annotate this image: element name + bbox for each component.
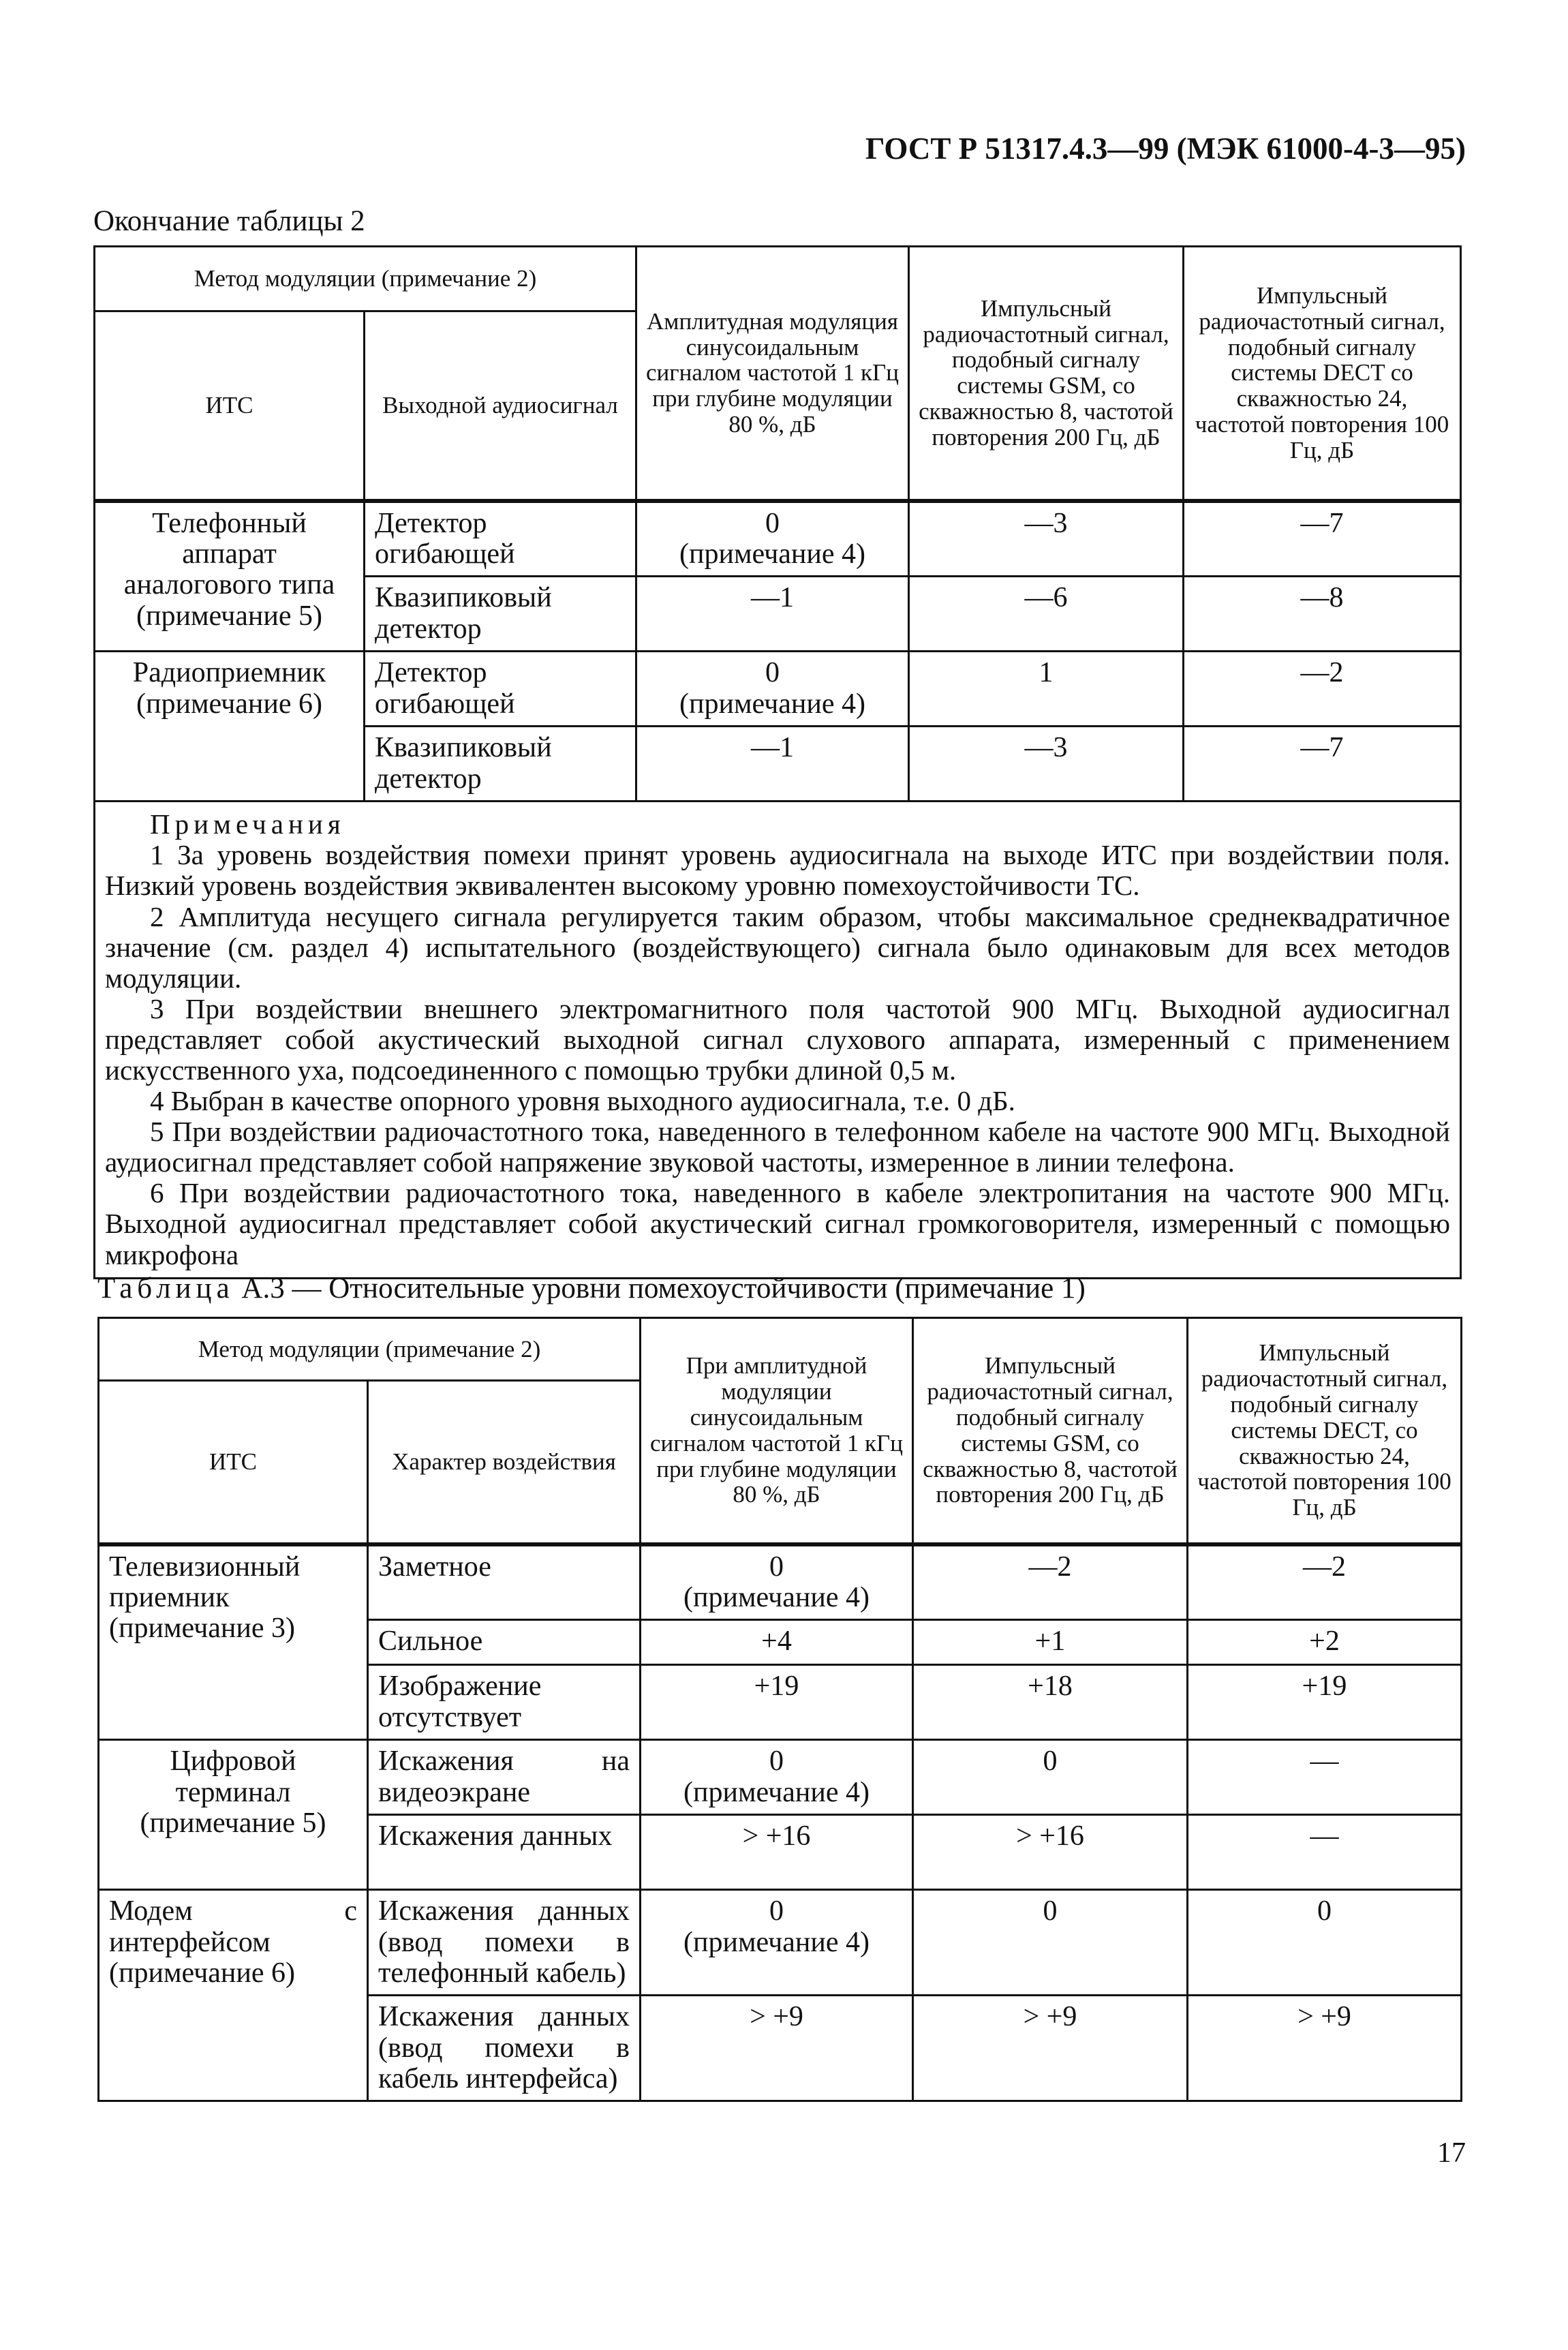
am-value-cell: 0 (примечание 4) [641, 1740, 913, 1815]
note-2: 2 Амплитуда несущего сигнала регулируется таким образом, чтобы максимальное среднеквадратичное значение (см. раздел 4) испытательного (воздействующего) сигнала было одинаковым для всех методов модуляции. [105, 900, 1450, 994]
dect-value-cell: —7 [1184, 501, 1461, 577]
output-column-header: Выходной аудиосигнал [365, 311, 636, 501]
dect-value-cell: —2 [1188, 1544, 1462, 1620]
dect-value-cell: — [1188, 1740, 1462, 1815]
note-5: 5 При воздействии радиочастотного тока, наведенного в телефонном кабеле на частоте 900 МГц. Выходной аудиосигнал представляет собой напряжение звуковой частоты, измеренное в линии телефона. [105, 1116, 1450, 1178]
note-1: 1 За уровень воздействия помехи принят уровень аудиосигнала на выходе ИТС при воздействии поля. Низкий уровень воздействия эквивалентен высокому уровню помехоустойчивости ТС. [105, 839, 1450, 902]
am-value-cell: +19 [641, 1665, 913, 1740]
effect-cell: Искажения данных [368, 1815, 641, 1890]
dect-value-cell: —8 [1184, 577, 1461, 652]
note-6: 6 При воздействии радиочастотного тока, наведенного в кабеле электропитания на частоте 900 МГц. Выходной аудиосигнал представляет собой акустический сигнал громкоговорителя, измеренный с помощью микрофона [105, 1177, 1450, 1270]
table-2 [93, 245, 1462, 1279]
effect-column-header: Характер воздействия [368, 1381, 641, 1544]
gsm-value-cell: 0 [913, 1740, 1188, 1815]
gsm-value-cell: —3 [909, 727, 1184, 802]
its-cell: Радиоприемник (примечание 6) [95, 652, 365, 802]
notes-title: Примечания [150, 808, 345, 840]
effect-cell: Искажения на видеоэкране [368, 1740, 641, 1815]
dect-value-cell: —2 [1184, 652, 1461, 727]
dect-value-cell: 0 [1188, 1890, 1462, 1996]
dect-value-cell: —7 [1184, 727, 1461, 802]
dect-value-cell: +2 [1188, 1620, 1462, 1665]
am-value-cell: > +16 [641, 1815, 913, 1890]
table-a3 [97, 1317, 1462, 2102]
am-column-header: Амплитудная модуляция синусоидальным сигналом частотой 1 кГц при глубине модуляции 80 %, дБ [636, 247, 909, 501]
gsm-column-header: Импульсный радиочастотный сигнал, подобный сигналу системы GSM, со скважностью 8, частотой повторения 200 Гц, дБ [909, 247, 1184, 501]
its-cell: Телефонный аппарат аналогового типа (примечание 5) [95, 501, 365, 652]
dect-value-cell: — [1188, 1815, 1462, 1890]
am-value-cell: 0 (примечание 4) [636, 501, 909, 577]
output-cell: Детектор огибающей [365, 652, 636, 727]
note-3: 3 При воздействии внешнего электромагнитного поля частотой 900 МГц. Выходной аудиосигнал представляет собой акустический выходной сигнал слухового аппарата, измеренный с применением искусственного уха, подсоединенного с помощью трубки длиной 0,5 м. [105, 992, 1450, 1086]
document-header: ГОСТ Р 51317.4.3—99 (МЭК 61000-4-3—95) [865, 132, 1466, 166]
effect-cell: Сильное [368, 1620, 641, 1665]
gsm-column-header: Импульсный радиочастотный сигнал, подобный сигналу системы GSM, со скважностью 8, частотой повторения 200 Гц, дБ [913, 1318, 1188, 1544]
effect-cell: Изображение отсутствует [368, 1665, 641, 1740]
dect-value-cell: +19 [1188, 1665, 1462, 1740]
am-value-cell: —1 [636, 577, 909, 652]
effect-cell: Заметное [368, 1544, 641, 1620]
its-column-header: ИТС [99, 1381, 368, 1544]
gsm-value-cell: +18 [913, 1665, 1188, 1740]
am-value-cell: —1 [636, 727, 909, 802]
am-value-cell: +4 [641, 1620, 913, 1665]
gsm-value-cell: 0 [913, 1890, 1188, 1996]
its-column-header: ИТС [95, 311, 365, 501]
note-4: 4 Выбран в качестве опорного уровня выходного аудиосигнала, т.е. 0 дБ. [150, 1085, 1015, 1117]
gsm-value-cell: > +9 [913, 1996, 1188, 2101]
am-column-header: При амплитудной модуляции синусоидальным сигналом частотой 1 кГц при глубине модуляции 80 %, дБ [641, 1318, 913, 1544]
dect-column-header: Импульсный радиочастотный сигнал, подобный сигналу системы DECT со скважностью 24, частотой повторения 100 Гц, дБ [1184, 247, 1461, 501]
table-2-continuation-caption: Окончание таблицы 2 [93, 205, 365, 237]
gsm-value-cell: —2 [913, 1544, 1188, 1620]
its-cell: Телевизионный приемник (примечание 3) [99, 1544, 368, 1740]
am-value-cell: 0 (примечание 4) [641, 1890, 913, 1996]
output-cell: Детектор огибающей [365, 501, 636, 577]
dect-column-header: Импульсный радиочастотный сигнал, подобный сигналу системы DECT, со скважностью 24, частотой повторения 100 Гц, дБ [1188, 1318, 1462, 1544]
its-cell: Модем с интерфейсом (примечание 6) [99, 1890, 368, 2101]
notes-cell [95, 802, 1461, 1278]
am-value-cell: 0 (примечание 4) [636, 652, 909, 727]
effect-cell: Искажения данных (ввод помехи в телефонный кабель) [368, 1890, 641, 1996]
its-cell: Цифровой терминал (примечание 5) [99, 1740, 368, 1890]
gsm-value-cell: —3 [909, 501, 1184, 577]
page-number: 17 [1437, 2137, 1466, 2169]
effect-cell: Искажения данных (ввод помехи в кабель интерфейса) [368, 1996, 641, 2101]
gsm-value-cell: +1 [913, 1620, 1188, 1665]
gsm-value-cell: —6 [909, 577, 1184, 652]
am-value-cell: 0 (примечание 4) [641, 1544, 913, 1620]
output-cell: Квазипиковый детектор [365, 577, 636, 652]
modulation-method-header: Метод модуляции (примечание 2) [95, 247, 636, 311]
gsm-value-cell: > +16 [913, 1815, 1188, 1890]
dect-value-cell: > +9 [1188, 1996, 1462, 2101]
gsm-value-cell: 1 [909, 652, 1184, 727]
modulation-method-header: Метод модуляции (примечание 2) [99, 1318, 641, 1381]
am-value-cell: > +9 [641, 1996, 913, 2101]
table-a3-caption: Таблица А.3 — Относительные уровни помехоустойчивости (примечание 1) [97, 1272, 1086, 1304]
output-cell: Квазипиковый детектор [365, 727, 636, 802]
